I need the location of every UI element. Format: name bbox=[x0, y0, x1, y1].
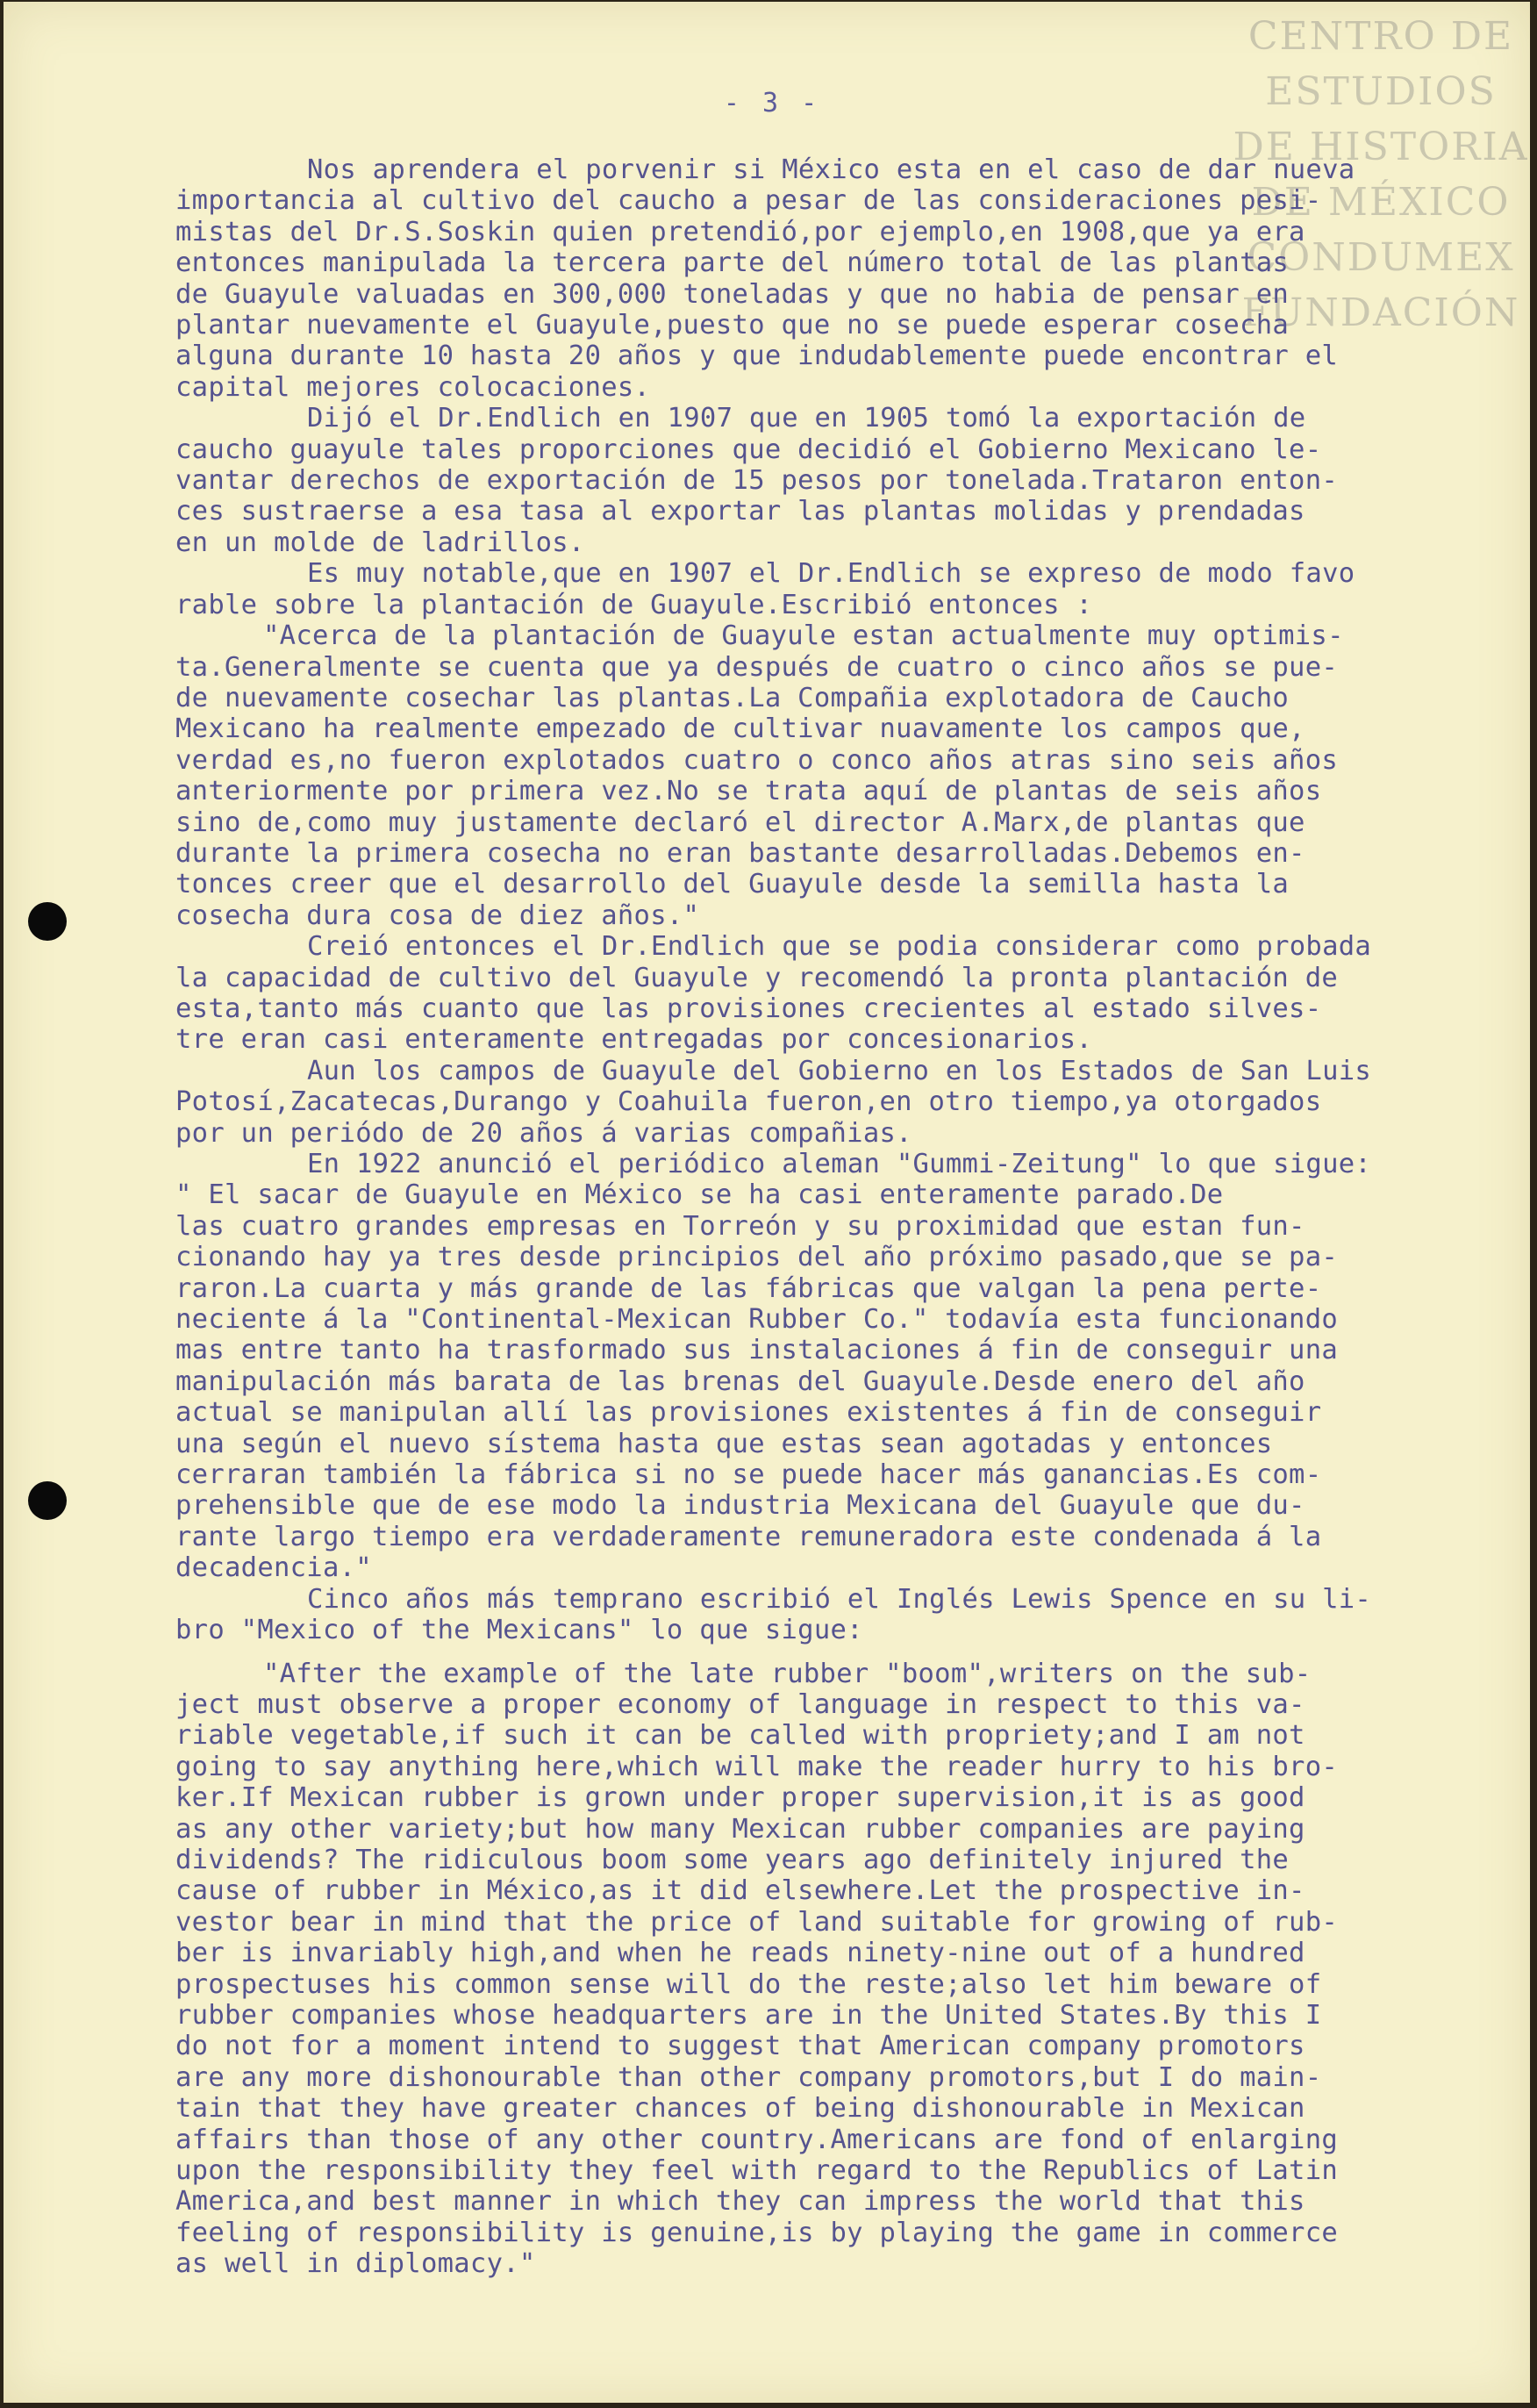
text-line: plantar nuevamente el Guayule,puesto que no se puede esperar cosecha bbox=[175, 310, 1290, 341]
text-line: prehensible que de ese modo la industria Mexicana del Guayule que du- bbox=[175, 1490, 1305, 1522]
text-line: cause of rubber in México,as it did elsewhere.Let the prospective in- bbox=[175, 1875, 1305, 1907]
text-line: neciente á la "Continental-Mexican Rubber Co." todavía esta funcionando bbox=[175, 1304, 1339, 1336]
text-line: caucho guayule tales proporciones que decidió el Gobierno Mexicano le- bbox=[175, 434, 1322, 465]
text-line: entonces manipulada la tercera parte del número total de las plantas bbox=[175, 247, 1290, 279]
text-line: las cuatro grandes empresas en Torreón y su proximidad que estan fun- bbox=[175, 1210, 1305, 1242]
text-line: actual se manipulan allí las provisiones existentes á fin de conseguir bbox=[175, 1397, 1322, 1429]
watermark-line: DE HISTORIA bbox=[1233, 125, 1529, 169]
text-line: mistas del Dr.S.Soskin quien pretendió,por ejemplo,en 1908,que ya era bbox=[175, 216, 1305, 247]
text-line: manipulación más barata de las brenas del Guayule.Desde enero del año bbox=[175, 1365, 1305, 1397]
text-line: ject must observe a proper economy of language in respect to this va- bbox=[175, 1688, 1305, 1720]
spacer bbox=[175, 1646, 1500, 1659]
punch-hole-top bbox=[28, 902, 67, 941]
text-line: ker.If Mexican rubber is grown under proper supervision,it is as good bbox=[175, 1782, 1305, 1814]
text-line: going to say anything here,which will make the reader hurry to his bro- bbox=[175, 1751, 1339, 1782]
text-line: affairs than those of any other country.Americans are fond of enlarging bbox=[175, 2124, 1339, 2155]
text-line: la capacidad de cultivo del Guayule y recomendó la pronta plantación de bbox=[175, 962, 1339, 993]
punch-hole-bottom bbox=[28, 1481, 67, 1520]
text-line: en un molde de ladrillos. bbox=[175, 527, 585, 558]
text-line: are any more dishonourable than other company promotors,but I do main- bbox=[175, 2061, 1322, 2093]
text-line: vestor bear in mind that the price of land suitable for growing of rub- bbox=[175, 1906, 1339, 1938]
text-line: alguna durante 10 hasta 20 años y que indudablemente puede encontrar el bbox=[175, 340, 1339, 372]
text-line: Dijó el Dr.Endlich en 1907 que en 1905 tomó la exportación de bbox=[307, 403, 1306, 434]
text-line: dividends? The ridiculous boom some years ago definitely injured the bbox=[175, 1844, 1290, 1875]
text-line: cionando hay ya tres desde principios del año próximo pasado,que se pa- bbox=[175, 1242, 1339, 1273]
watermark-line: CENTRO DE bbox=[1247, 14, 1514, 59]
text-line: sino de,como muy justamente declaró el director A.Marx,de plantas que bbox=[175, 806, 1305, 838]
text-line: ber is invariably high,and when he reads ninety-nine out of a hundred bbox=[175, 1938, 1305, 1969]
text-line: una según el nuevo sístema hasta que estas sean agotadas y entonces bbox=[175, 1428, 1273, 1459]
text-line: tonces creer que el desarrollo del Guayule desde la semilla hasta la bbox=[175, 869, 1290, 900]
text-line: feeling of responsibility is genuine,is by playing the game in commerce bbox=[175, 2217, 1339, 2248]
text-line: Cinco años más temprano escribió el Inglés Lewis Spence en su li- bbox=[307, 1583, 1372, 1615]
text-line: "Acerca de la plantación de Guayule estan actualmente muy optimis- bbox=[263, 620, 1344, 652]
watermark-line: CONDUMEX bbox=[1247, 235, 1515, 280]
watermark-line: ESTUDIOS bbox=[1265, 69, 1497, 114]
text-line: rubber companies whose headquarters are in the United States.By this I bbox=[175, 1999, 1322, 2031]
watermark-line: DE MÉXICO bbox=[1251, 180, 1511, 225]
text-line: bro "Mexico of the Mexicans" lo que sigue: bbox=[175, 1615, 863, 1646]
text-line: mas entre tanto ha trasformado sus instalaciones á fin de conseguir una bbox=[175, 1335, 1339, 1366]
text-line: Es muy notable,que en 1907 el Dr.Endlich se expreso de modo favo bbox=[307, 558, 1355, 590]
text-line: decadencia." bbox=[175, 1552, 372, 1584]
text-line: importancia al cultivo del caucho a pesar de las consideraciones pesi- bbox=[175, 185, 1322, 217]
text-line: Mexicano ha realmente empezado de cultivar nuavamente los campos que, bbox=[175, 713, 1305, 745]
text-line: Nos aprendera el porvenir si México esta en el caso de dar nueva bbox=[307, 154, 1355, 185]
text-line: anteriormente por primera vez.No se trata aquí de plantas de seis años bbox=[175, 776, 1322, 807]
text-line: "After the example of the late rubber "boom",writers on the sub- bbox=[263, 1658, 1312, 1689]
text-line: do not for a moment intend to suggest that American company promotors bbox=[175, 2031, 1305, 2062]
watermark-line: FUNDACIÓN bbox=[1241, 290, 1520, 335]
text-line: Creió entonces el Dr.Endlich que se podia considerar como probada bbox=[307, 931, 1372, 963]
text-line: tain that they have greater chances of being dishonourable in Mexican bbox=[175, 2093, 1305, 2125]
text-line: America,and best manner in which they can impress the world that this bbox=[175, 2186, 1305, 2218]
text-line: rable sobre la plantación de Guayule.Escribió entonces : bbox=[175, 589, 1093, 620]
page-number: - 3 - bbox=[723, 88, 821, 118]
text-line: Aun los campos de Guayule del Gobierno en los Estados de San Luis bbox=[307, 1055, 1372, 1086]
text-line: rante largo tiempo era verdaderamente remuneradora este condenada á la bbox=[175, 1521, 1322, 1552]
document-page bbox=[4, 2, 1530, 2403]
text-line: durante la primera cosecha no eran bastante desarrolladas.Debemos en- bbox=[175, 837, 1305, 869]
text-line: " El sacar de Guayule en México se ha casi enteramente parado.De bbox=[175, 1179, 1224, 1211]
text-line: capital mejores colocaciones. bbox=[175, 371, 651, 403]
text-line: esta,tanto más cuanto que las provisiones crecientes al estado silves- bbox=[175, 993, 1322, 1024]
text-line: cosecha dura cosa de diez años." bbox=[175, 899, 700, 931]
text-line: raron.La cuarta y más grande de las fábricas que valgan la pena perte- bbox=[175, 1272, 1322, 1304]
text-line: de nuevamente cosechar las plantas.La Compañia explotadora de Caucho bbox=[175, 682, 1290, 713]
text-line: ta.Generalmente se cuenta que ya después de cuatro o cinco años se pue- bbox=[175, 651, 1339, 683]
text-line: cerraran también la fábrica si no se puede hacer más ganancias.Es com- bbox=[175, 1459, 1322, 1491]
text-line: upon the responsibility they feel with regard to the Republics of Latin bbox=[175, 2155, 1339, 2186]
text-line: En 1922 anunció el periódico aleman "Gummi-Zeitung" lo que sigue: bbox=[307, 1149, 1372, 1179]
text-line: vantar derechos de exportación de 15 pesos por tonelada.Trataron enton- bbox=[175, 465, 1339, 497]
text-line: de Guayule valuadas en 300,000 toneladas y que no habia de pensar en bbox=[175, 278, 1290, 310]
text-line: as any other variety;but how many Mexican rubber companies are paying bbox=[175, 1813, 1305, 1845]
text-line: por un periódo de 20 años á varias compañias. bbox=[175, 1117, 912, 1149]
body-text bbox=[175, 154, 1500, 2280]
text-line: ces sustraerse a esa tasa al exportar las plantas molidas y prendadas bbox=[175, 496, 1305, 527]
text-line: Potosí,Zacatecas,Durango y Coahuila fueron,en otro tiempo,ya otorgados bbox=[175, 1086, 1322, 1118]
text-line: verdad es,no fueron explotados cuatro o conco años atras sino seis años bbox=[175, 744, 1339, 776]
text-line: riable vegetable,if such it can be called with propriety;and I am not bbox=[175, 1720, 1305, 1752]
text-line: tre eran casi enteramente entregadas por concesionarios. bbox=[175, 1024, 1093, 1056]
text-line: as well in diplomacy." bbox=[175, 2248, 536, 2280]
text-line: prospectuses his common sense will do the reste;also let him beware of bbox=[175, 1968, 1322, 2000]
